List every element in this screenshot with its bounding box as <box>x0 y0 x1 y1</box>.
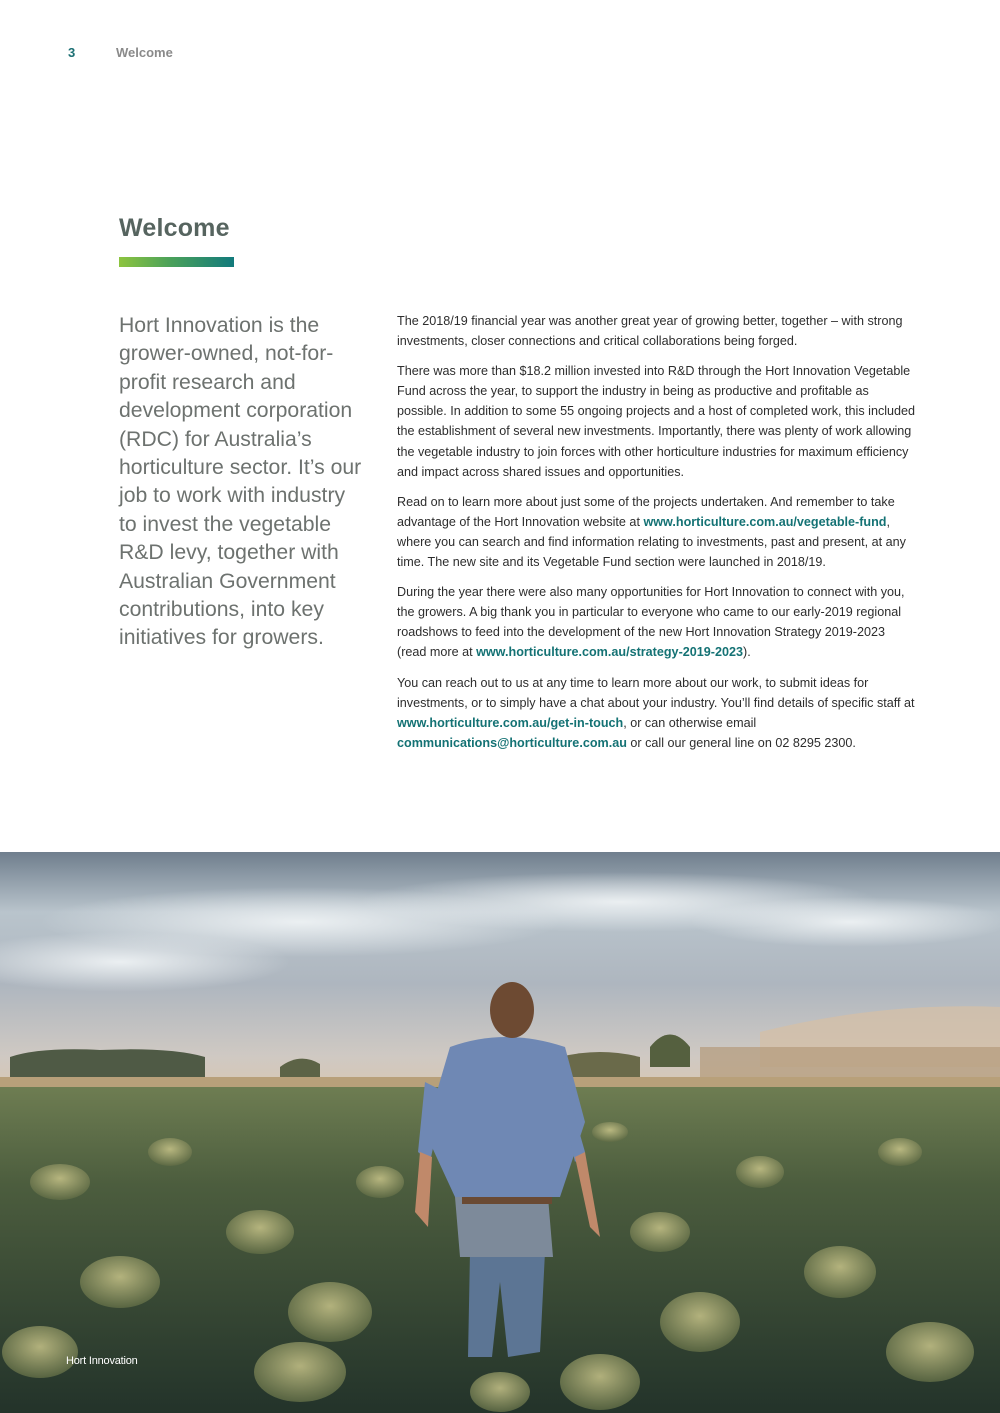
farmer-in-field-image <box>0 852 1000 1413</box>
hero-photo <box>0 852 1000 1413</box>
paragraph-4-text: During the year there were also many opportunities for Hort Innovation to connect with you, the growers. A big thank you in particular to everyone who came to our early-2019 regional roadshows to feed into the development of the new Hort Innovation Strategy 2019-2023 (read more at <box>397 585 905 660</box>
paragraph-5 <box>397 673 917 753</box>
paragraph-4 <box>397 582 917 662</box>
page-number: 3 <box>68 45 76 60</box>
strategy-link[interactable]: www.horticulture.com.au/strategy-2019-2023 <box>476 645 743 660</box>
paragraph-5-text-end: or call our general line on 02 8295 2300. <box>626 735 856 750</box>
paragraph-1: The 2018/19 financial year was another great year of growing better, together – with strong investments, closer connections and critical collaborations being forged. <box>397 314 903 349</box>
get-in-touch-link[interactable]: www.horticulture.com.au/get-in-touch <box>397 715 624 730</box>
paragraph-5-text: You can reach out to us at any time to learn more about our work, to submit ideas for investments, or to simply have a chat about your industry. You’ll find details of specific staff at <box>397 675 915 710</box>
paragraph-3-text-end: , where you can search and find information relating to investments, past and present, at any time. The new site and its Vegetable Fund section were launched in 2018/19. <box>397 514 906 570</box>
footer-brand-label: Hort Innovation <box>66 1355 138 1367</box>
body-column <box>397 311 917 763</box>
paragraph-4-text-end: ). <box>743 645 751 660</box>
email-link[interactable]: communications@horticulture.com.au <box>397 735 627 750</box>
page-title: Welcome <box>119 214 230 242</box>
paragraph-2: There was more than $18.2 million invested into R&D through the Hort Innovation Vegetable Fund across the year, to support the industry in being as productive and profitable as possible. In addition to some 55 ongoing projects and a host of completed work, this included the establishment of several new investments. Importantly, there was plenty of work allowing the vegetable industry to join forces with other horticulture industries for maximum efficiency and impact across shared issues and opportunities. <box>397 364 916 479</box>
title-underline-gradient <box>119 257 234 267</box>
vegetable-fund-link[interactable]: www.horticulture.com.au/vegetable-fund <box>643 514 887 529</box>
section-name: Welcome <box>116 45 173 60</box>
paragraph-3 <box>397 492 917 572</box>
intro-statement: Hort Innovation is the grower-owned, not-for-profit research and development corporation (RDC) for Australia’s horticulture sector. It’s our job to work with industry to invest the vegetable R&D levy, together with Australian Government contributions, into key initiatives for growers. <box>119 314 362 650</box>
paragraph-3-text: Read on to learn more about just some of the projects undertaken. And remember to take advantage of the Hort Innovation website at <box>397 494 895 529</box>
paragraph-5-text-mid: , or can otherwise email <box>623 715 757 730</box>
